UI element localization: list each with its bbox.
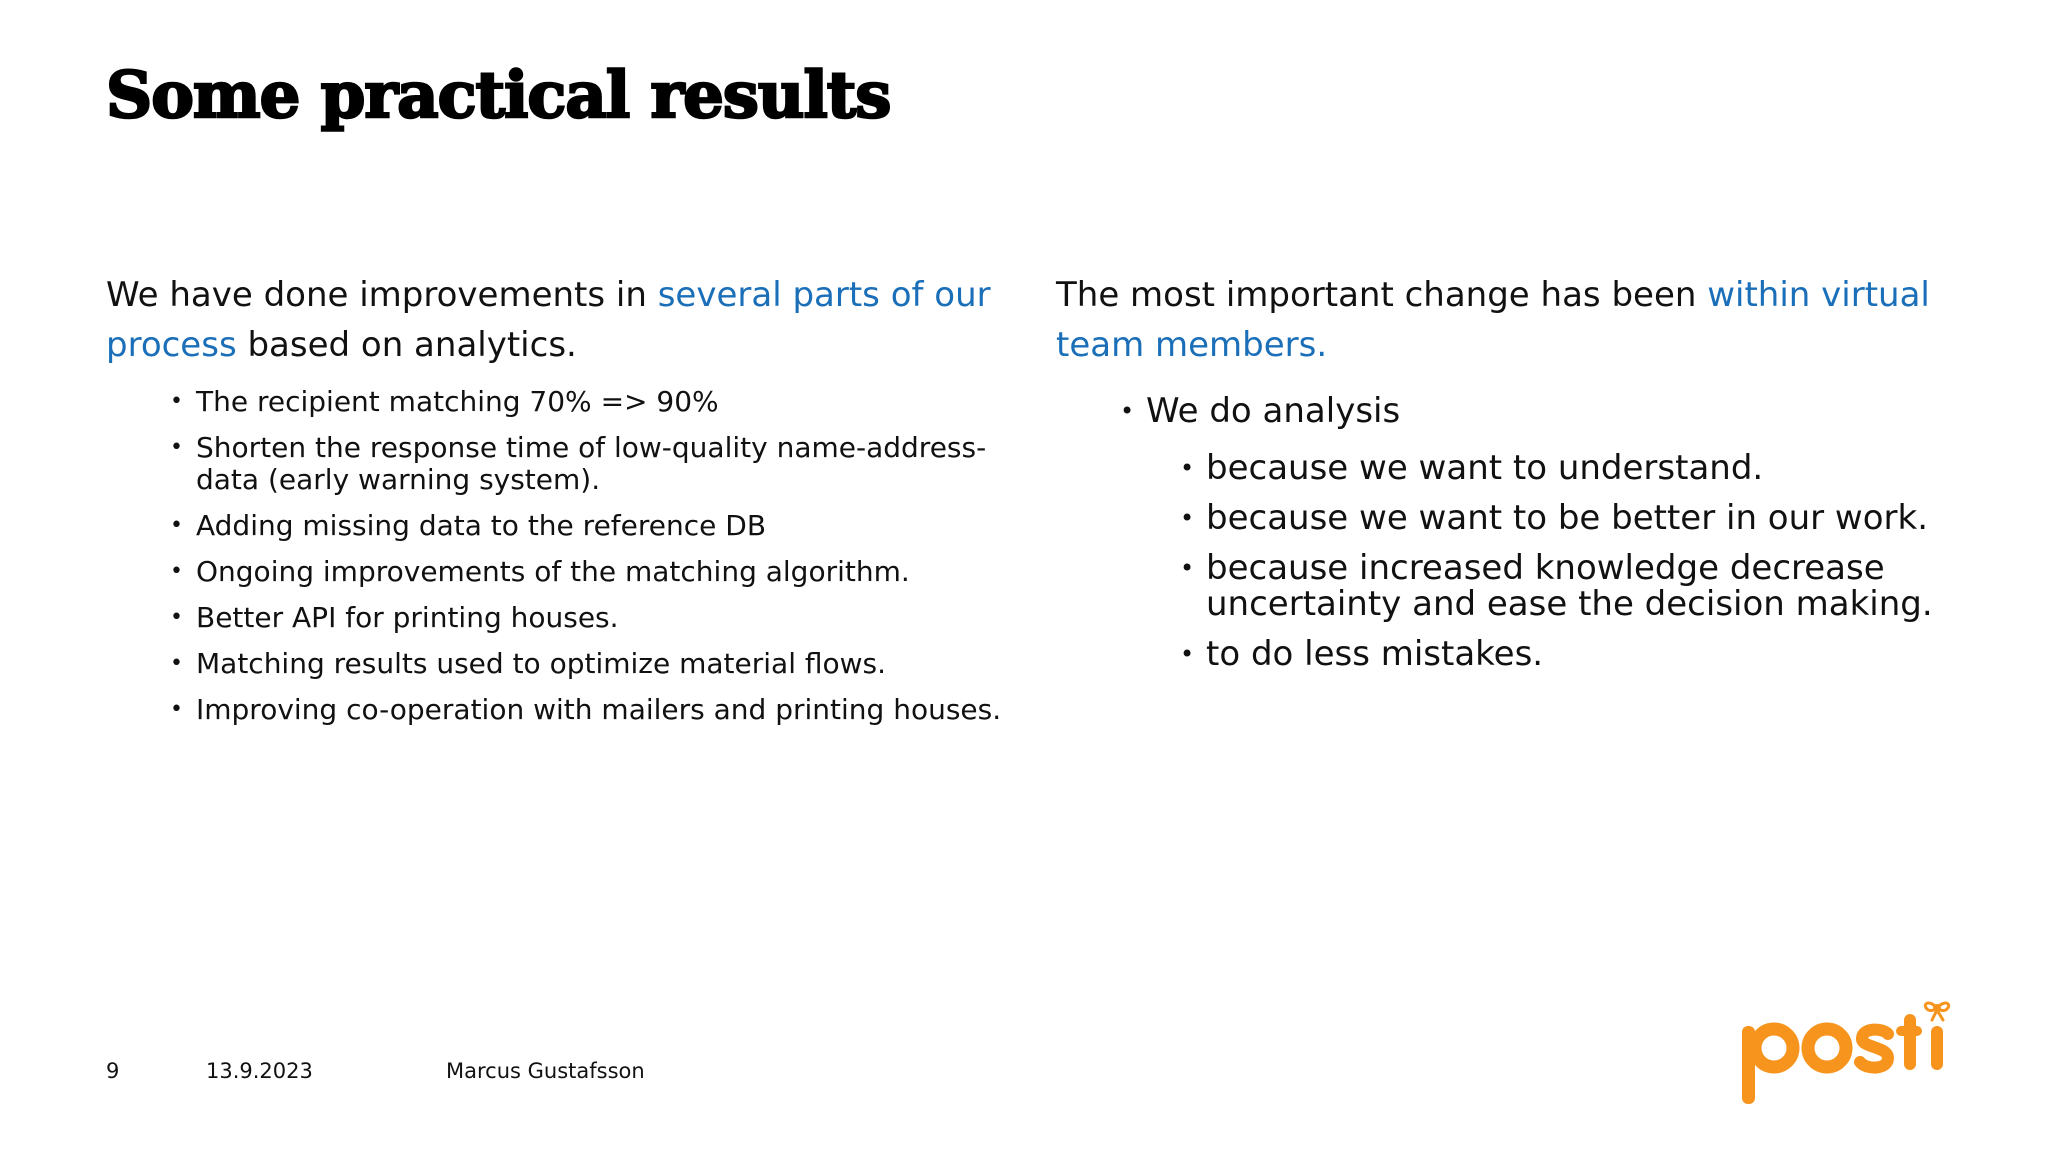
slide-title: Some practical results [106,58,891,133]
list-item: • Better API for printing houses. [170,602,1026,634]
list-item: • The recipient matching 70% => 90% [170,386,1026,418]
sub-list-item: • because increased knowledge decrease uncertainty and ease the decision making. [1180,550,1996,622]
right-column [1056,270,1996,672]
left-intro-highlight: several parts of our process [106,275,991,365]
right-bullet-list [1056,386,1996,672]
sub-list-item: • because we want to understand. [1180,450,1996,486]
page-number: 9 [106,1059,120,1083]
right-intro-highlight: within virtual team members. [1056,275,1930,365]
left-intro-text: We have done improvements in [106,275,658,315]
list-item: • Matching results used to optimize material flows. [170,648,1026,680]
footer-date: 13.9.2023 [206,1059,313,1083]
sub-list-item: • to do less mistakes. [1180,636,1996,672]
left-intro [106,270,1026,370]
list-item: • Ongoing improvements of the matching algorithm. [170,556,1026,588]
posti-logo-icon [1738,996,1958,1106]
list-item: • Improving co-operation with mailers and printing houses. [170,694,1026,726]
sub-list-item: • because we want to be better in our work. [1180,500,1996,536]
footer-author: Marcus Gustafsson [446,1059,645,1083]
left-column [106,270,1026,740]
list-item: • Adding missing data to the reference DB [170,510,1026,542]
list-item-label: We do analysis [1146,391,1401,431]
left-intro-text-end: based on analytics. [236,325,577,365]
left-bullet-list [106,386,1026,726]
sub-bullet-list [1146,450,1996,672]
list-item: • Shorten the response time of low-quality name-address-data (early warning system). [170,432,1026,496]
right-intro [1056,270,1996,370]
list-item [1120,386,1996,672]
right-intro-text: The most important change has been [1056,275,1708,315]
